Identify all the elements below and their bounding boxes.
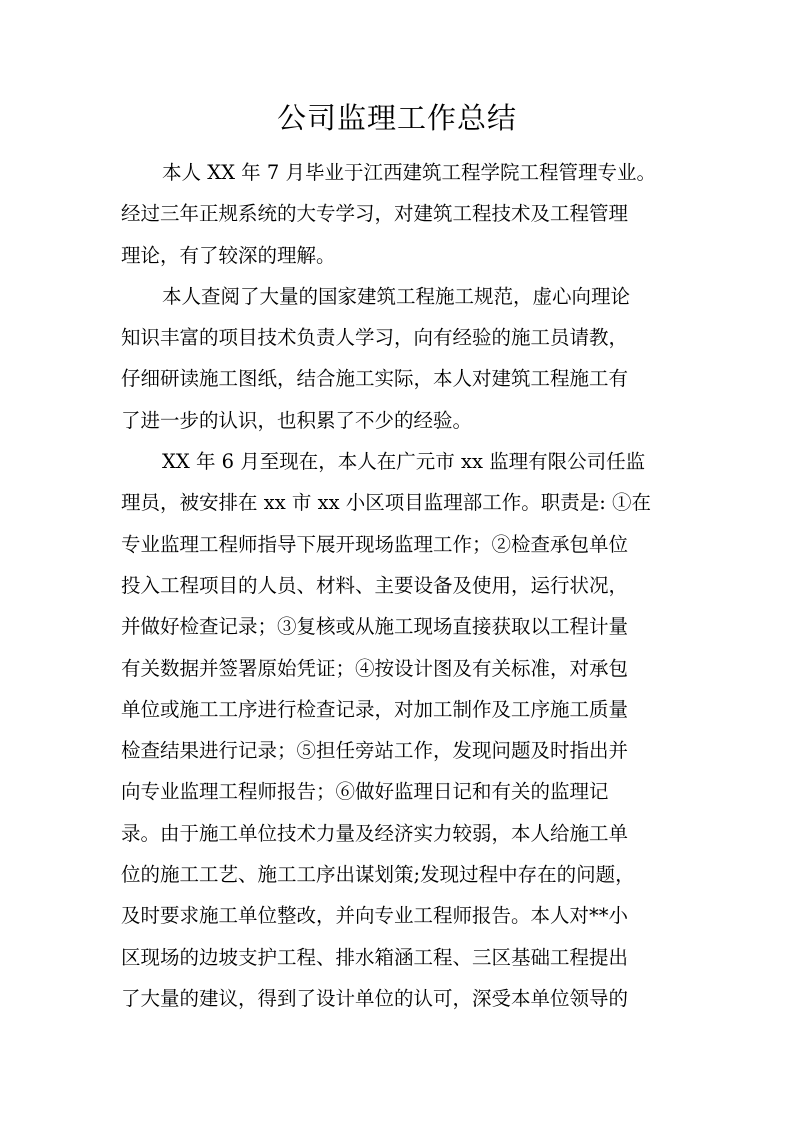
paragraph-first-line: XX 年 6 月至现在，本人在广元市 xx 监理有限公司任监: [162, 450, 646, 474]
paragraph-line: 了大量的建议，得到了设计单位的认可，深受本单位领导的: [121, 986, 629, 1010]
paragraph-line: 区现场的边坡支护工程、排水箱涵工程、三区基础工程提出: [121, 945, 629, 969]
paragraph-line: 专业监理工程师指导下展开现场监理工作；②检查承包单位: [121, 532, 629, 556]
paragraph-line: 位的施工工艺、施工工序出谋划策;发现过程中存在的问题，: [121, 863, 635, 887]
paragraph-line: 了进一步的认识，也积累了不少的经验。: [121, 408, 473, 432]
paragraph-line: 并做好检查记录；③复核或从施工现场直接获取以工程计量: [121, 615, 629, 639]
document-body: [121, 152, 691, 1019]
paragraph-line: 投入工程项目的人员、材料、主要设备及使用，运行状况，: [121, 573, 629, 597]
paragraph-line: 经过三年正规系统的大专学习，对建筑工程技术及工程管理: [121, 202, 629, 226]
paragraph-line: 检查结果进行记录；⑤担任旁站工作，发现问题及时指出并: [121, 739, 629, 763]
paragraph-line: 有关数据并签署原始凭证；④按设计图及有关标准，对承包: [121, 656, 629, 680]
paragraph-line: 及时要求施工单位整改，并向专业工程师报告。本人对**小: [121, 904, 629, 928]
document-title: 公司监理工作总结: [276, 101, 517, 135]
paragraph-first-line: 本人 XX 年 7 月毕业于江西建筑工程学院工程管理专业。: [162, 161, 656, 184]
paragraph-line: 单位或施工工序进行检查记录，对加工制作及工序施工质量: [121, 697, 629, 721]
paragraph-line: 理论，有了较深的理解。: [121, 243, 336, 267]
paragraph-line: 向专业监理工程师报告；⑥做好监理日记和有关的监理记: [121, 780, 609, 804]
paragraph-line: 录。由于施工单位技术力量及经济实力较弱，本人给施工单: [121, 821, 629, 845]
paragraph-line: 仔细研读施工图纸，结合施工实际，本人对建筑工程施工有: [121, 367, 629, 391]
paragraph-line: 知识丰富的项目技术负责人学习，向有经验的施工员请教，: [121, 326, 629, 350]
paragraph-line: 理员，被安排在 xx 市 xx 小区项目监理部工作。职责是: ①在: [121, 491, 652, 515]
paragraph-first-line: 本人查阅了大量的国家建筑工程施工规范，虚心向理论: [162, 284, 631, 308]
